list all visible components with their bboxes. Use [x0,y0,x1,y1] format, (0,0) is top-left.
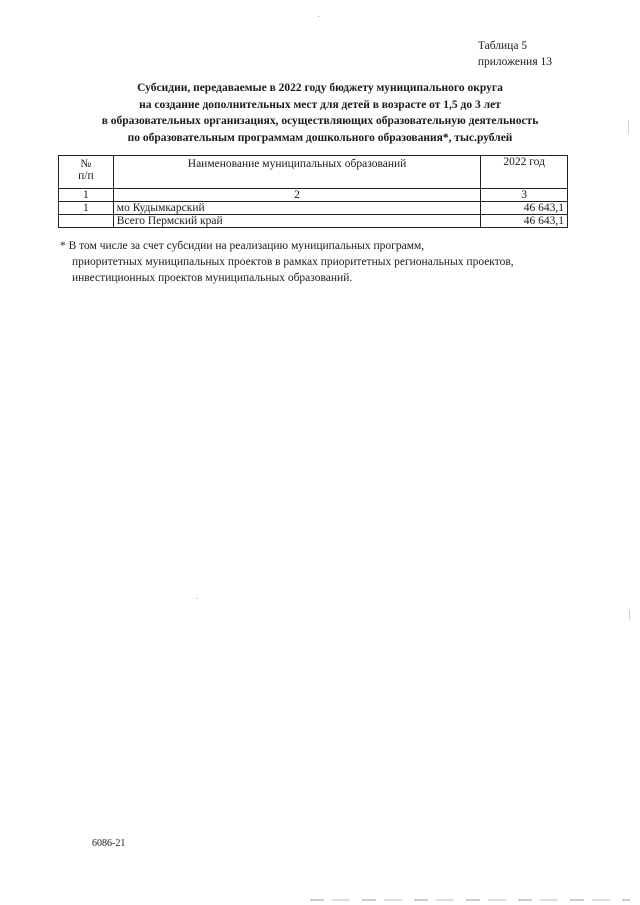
index-cell-1: 1 [59,189,114,202]
document-title [60,80,580,146]
document-code: 6086-21 [92,838,126,849]
title-line-2: на создание дополнительных мест для детей в возрасте от 1,5 до 3 лет [139,98,501,111]
table-header-row [59,156,568,189]
row-municipality: мо Кудымкарский [113,202,480,215]
subsidy-table [58,155,568,228]
header-num-line-2: п/п [78,170,94,182]
row-num: 1 [59,202,114,215]
footnote-line-1: * В том числе за счет субсидии на реализацию муниципальных программ, [60,240,425,252]
annex-table-number: Таблица 5 [477,40,528,52]
title-line-1: Субсидии, передаваемые в 2022 году бюджету муниципального округа [137,82,503,94]
header-num-line-1: № [80,158,92,170]
table-row [59,202,568,215]
scan-speck [628,120,629,134]
scan-speck [318,16,319,17]
annex-reference [478,38,552,70]
total-num [59,215,114,228]
annex-appendix-number: приложения 13 [477,56,552,68]
footnote-line-2: приоритетных муниципальных проектов в рамках приоритетных региональных проектов, [72,256,514,268]
table-index-row [59,189,568,202]
scan-speck [629,610,630,620]
header-year: 2022 год [481,156,568,189]
title-line-4: по образовательным программам дошкольного образования*, тыс.рублей [127,131,513,144]
scan-speck [196,598,197,599]
header-num [59,156,114,189]
footnote-line-3: инвестиционных проектов муниципальных образований. [72,272,353,284]
title-line-3: в образовательных организациях, осуществляющих образовательную деятельность [101,115,539,127]
table-total-row [59,215,568,228]
header-name: Наименование муниципальных образований [113,156,480,189]
index-cell-3: 3 [481,189,568,202]
scan-edge-artifact [310,899,630,901]
total-value: 46 643,1 [481,215,568,228]
row-value: 46 643,1 [481,202,568,215]
footnote [60,238,514,286]
index-cell-2: 2 [113,189,480,202]
total-label: Всего Пермский край [113,215,480,228]
